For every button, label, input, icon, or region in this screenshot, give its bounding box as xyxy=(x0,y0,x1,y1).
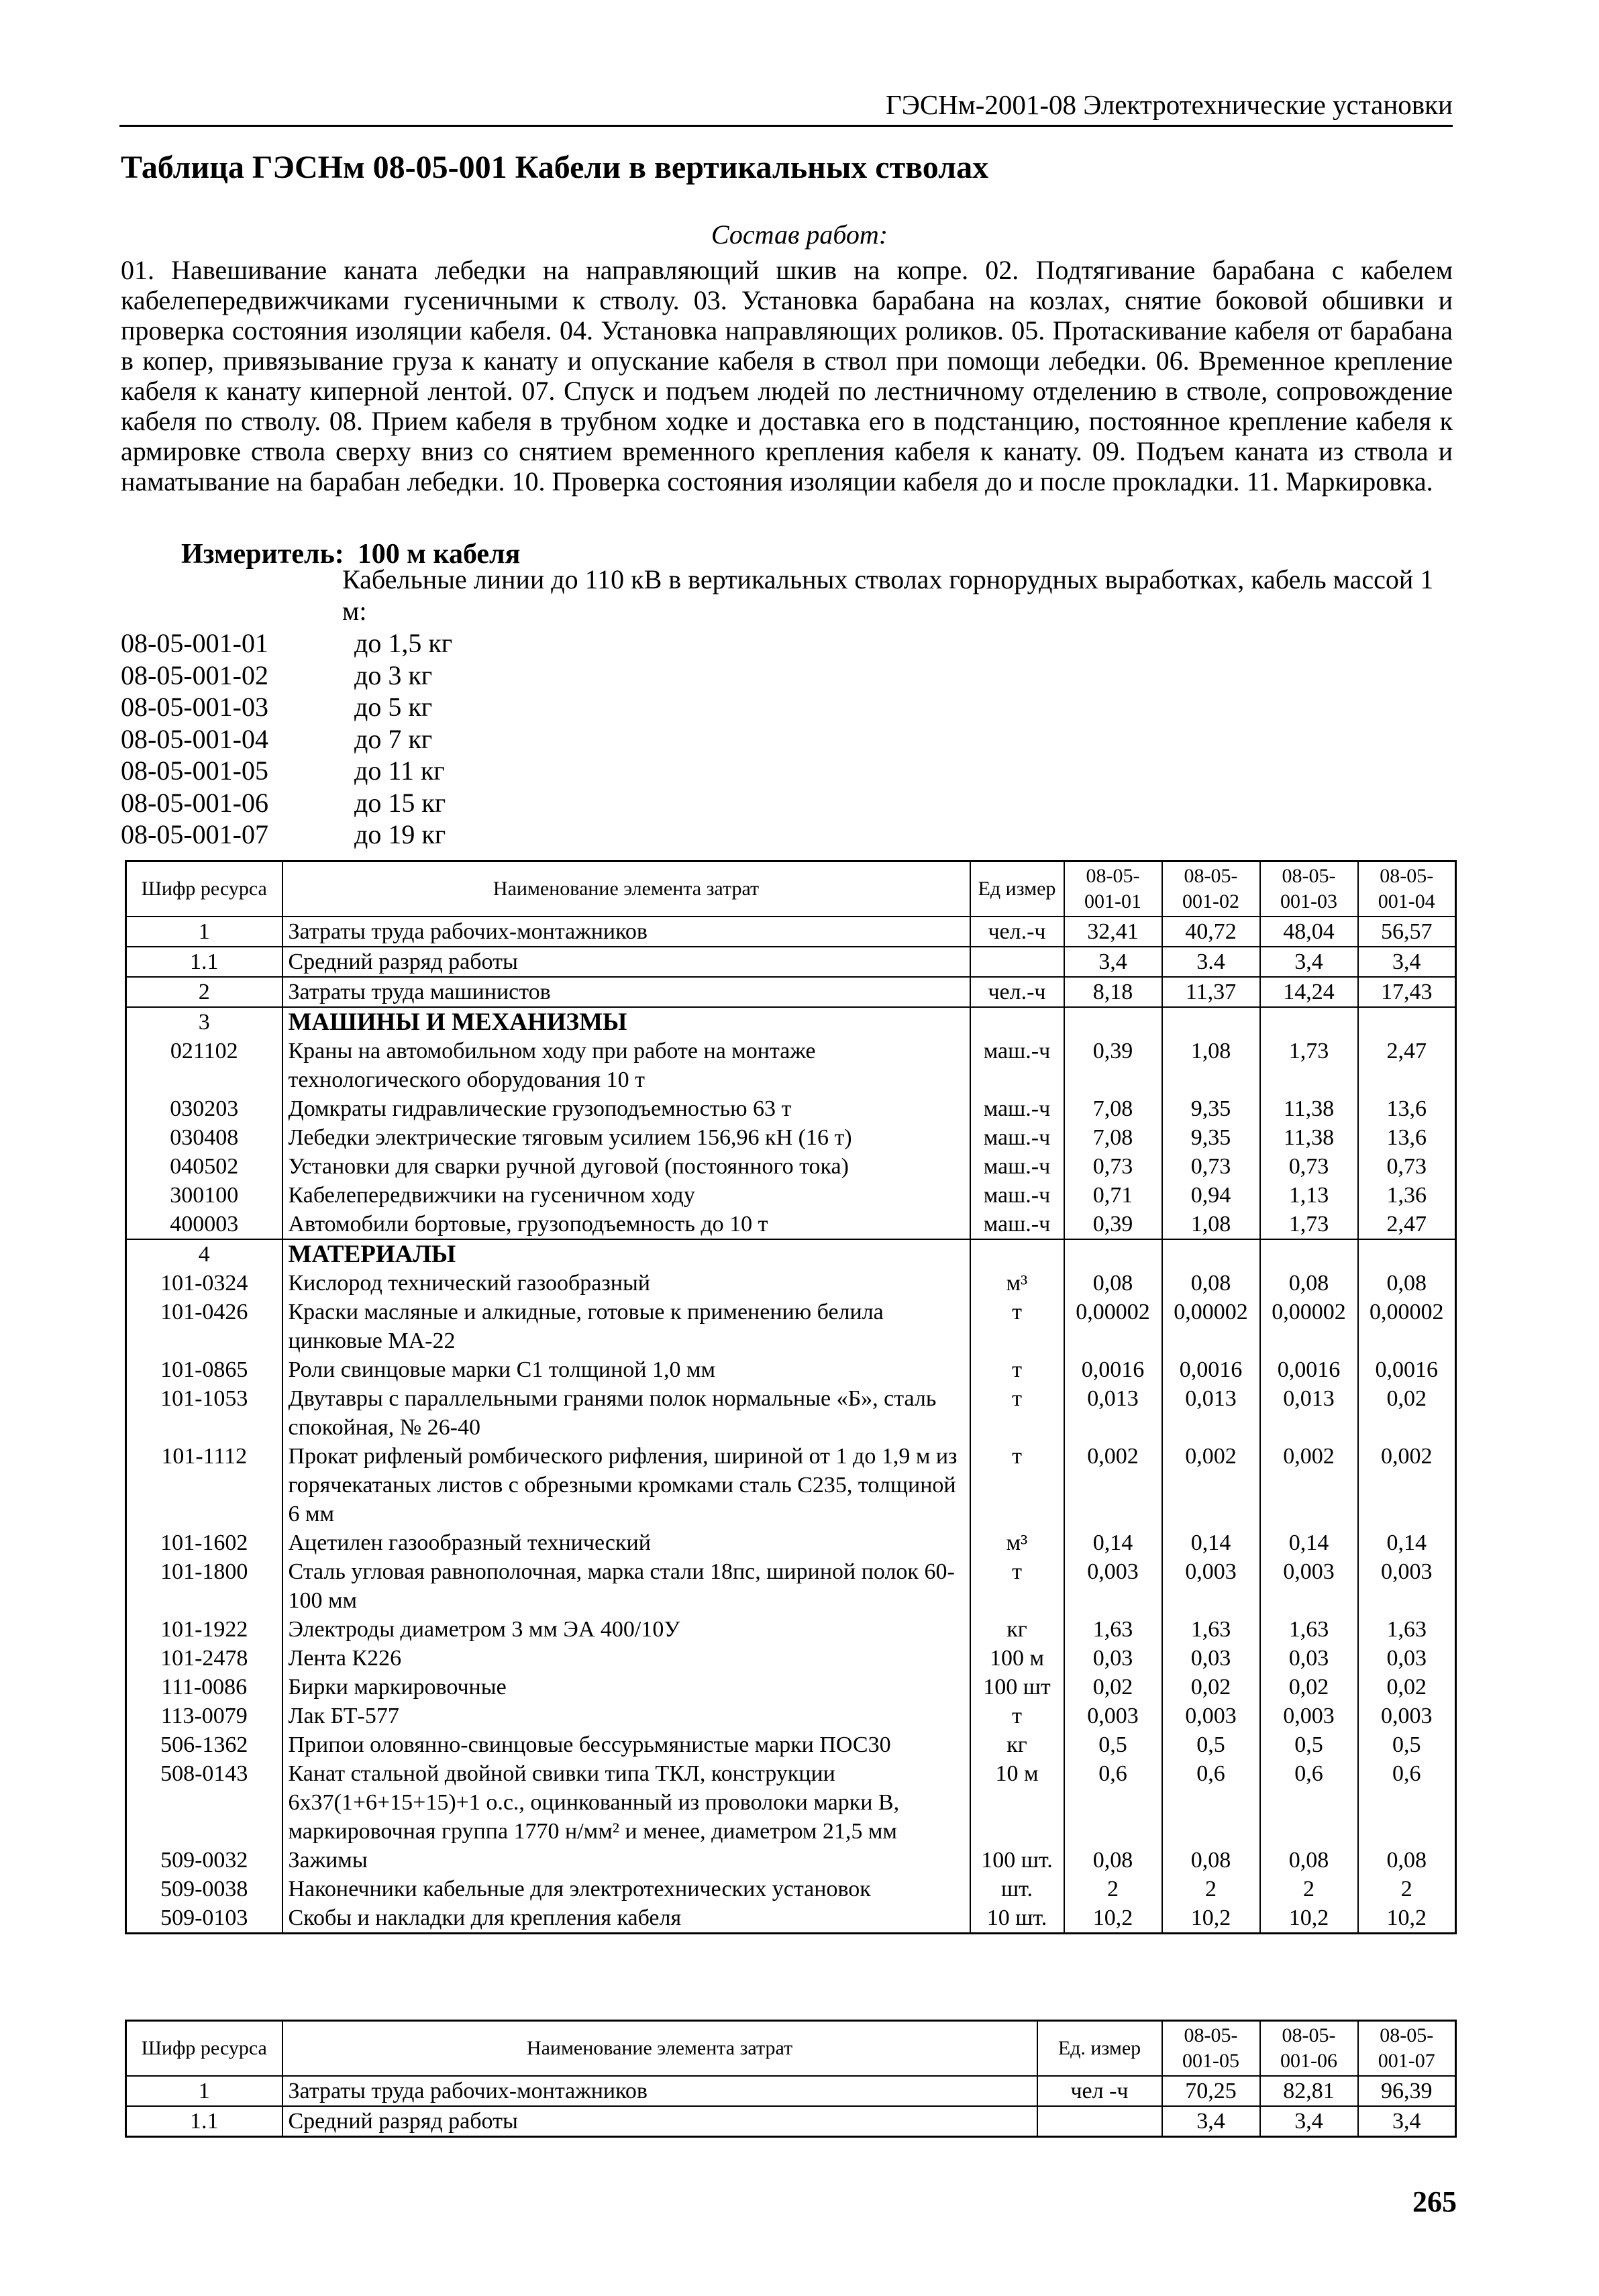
resource-unit: чел.-ч xyxy=(970,977,1064,1007)
resource-value: 0,03 xyxy=(1260,1644,1358,1673)
resource-value: 2,47 xyxy=(1358,1037,1456,1094)
meter-label: Измеритель: xyxy=(181,539,344,570)
variant-text: до 7 кг xyxy=(354,723,433,754)
resource-value: 1,08 xyxy=(1162,1037,1260,1094)
header-name: Наименование элемента затрат xyxy=(282,862,970,917)
resource-unit: т xyxy=(970,1355,1064,1384)
variant-code: 08-05-001-03 xyxy=(121,692,268,722)
resource-unit xyxy=(970,1239,1064,1269)
table-row xyxy=(126,1442,1456,1528)
resource-value: 0,08 xyxy=(1064,1269,1162,1298)
resource-value: 0,003 xyxy=(1358,1557,1456,1615)
table-title: Таблица ГЭСНм 08-05-001 Кабели в вертикальных стволах xyxy=(121,150,989,185)
resource-value xyxy=(1162,1239,1260,1269)
resource-name: Прокат рифленый ромбического рифления, шириной от 1 до 1,9 м из горячекатаных листов с обрезными кромками сталь С235, толщиной 6 мм xyxy=(282,1442,970,1528)
variant-text: до 11 кг xyxy=(354,755,445,786)
table-row xyxy=(126,1702,1456,1730)
resource-name: Затраты труда машинистов xyxy=(282,977,970,1007)
resource-value: 70,25 xyxy=(1162,2076,1260,2106)
resource-unit: 100 шт. xyxy=(970,1846,1064,1875)
works-heading: Состав работ: xyxy=(711,219,888,250)
resource-value xyxy=(1064,1239,1162,1269)
resource-unit: шт. xyxy=(970,1875,1064,1903)
variant-list xyxy=(121,627,452,851)
resource-name: Кислород технический газообразный xyxy=(282,1269,970,1298)
resource-name: Электроды диаметром 3 мм ЭА 400/10У xyxy=(282,1615,970,1644)
header-rule xyxy=(119,125,1453,127)
resource-value: 0,71 xyxy=(1064,1181,1162,1210)
resource-name: Средний разряд работы xyxy=(282,947,970,977)
resource-unit: маш.-ч xyxy=(970,1181,1064,1210)
resource-value: 0,6 xyxy=(1162,1759,1260,1846)
resource-name: Краски масляные и алкидные, готовые к применению белила цинковые МА-22 xyxy=(282,1298,970,1355)
table-row xyxy=(126,977,1456,1007)
resource-value: 0,39 xyxy=(1064,1037,1162,1094)
resource-code: 508-0143 xyxy=(126,1759,282,1846)
resource-value: 96,39 xyxy=(1358,2076,1456,2106)
resource-value: 0,0016 xyxy=(1260,1355,1358,1384)
resource-value: 0,00002 xyxy=(1162,1298,1260,1355)
resource-value: 2,47 xyxy=(1358,1210,1456,1239)
resource-table-1 xyxy=(125,860,1457,1934)
header-col: 08-05-001-02 xyxy=(1162,862,1260,917)
table-row xyxy=(126,1181,1456,1210)
resource-value: 11,38 xyxy=(1260,1123,1358,1152)
running-header: ГЭСНм-2001-08 Электротехнические установки xyxy=(886,89,1453,120)
resource-code: 111-0086 xyxy=(126,1673,282,1702)
resource-value: 1,08 xyxy=(1162,1210,1260,1239)
resource-value: 0,003 xyxy=(1162,1702,1260,1730)
resource-value: 0,00002 xyxy=(1064,1298,1162,1355)
resource-value: 0,03 xyxy=(1064,1644,1162,1673)
resource-code: 1.1 xyxy=(126,2106,282,2137)
variant-text: до 5 кг xyxy=(354,692,433,722)
resource-unit: кг xyxy=(970,1615,1064,1644)
variant-item xyxy=(121,660,452,692)
resource-value: 0,02 xyxy=(1260,1673,1358,1702)
resource-value: 0,0016 xyxy=(1162,1355,1260,1384)
resource-code: 101-1053 xyxy=(126,1384,282,1442)
resource-name: Сталь угловая равнополочная, марка стали 18пс, шириной полок 60-100 мм xyxy=(282,1557,970,1615)
resource-name: Лента К226 xyxy=(282,1644,970,1673)
variant-text: до 3 кг xyxy=(354,660,433,690)
resource-unit: маш.-ч xyxy=(970,1037,1064,1094)
resource-value: 17,43 xyxy=(1358,977,1456,1007)
resource-unit: т xyxy=(970,1702,1064,1730)
table-row xyxy=(126,947,1456,977)
table-row xyxy=(126,917,1456,947)
resource-unit: т xyxy=(970,1384,1064,1442)
resource-value: 0,02 xyxy=(1162,1673,1260,1702)
resource-value: 0,003 xyxy=(1064,1702,1162,1730)
resource-value: 0,003 xyxy=(1260,1702,1358,1730)
header-col: 08-05-001-07 xyxy=(1358,2021,1456,2077)
resource-value: 1,63 xyxy=(1162,1615,1260,1644)
resource-value: 10,2 xyxy=(1260,1903,1358,1934)
table-row xyxy=(126,1239,1456,1269)
resource-name: Затраты труда рабочих-монтажников xyxy=(282,917,970,947)
resource-value: 1,73 xyxy=(1260,1210,1358,1239)
variant-code: 08-05-001-01 xyxy=(121,628,268,658)
page-number: 265 xyxy=(1412,2185,1457,2218)
resource-value: 3,4 xyxy=(1260,2106,1358,2137)
resource-value: 0,003 xyxy=(1162,1557,1260,1615)
resource-unit: т xyxy=(970,1557,1064,1615)
resource-value: 0,0016 xyxy=(1064,1355,1162,1384)
table-row xyxy=(126,1615,1456,1644)
table-row xyxy=(126,1152,1456,1181)
table-row xyxy=(126,1007,1456,1037)
resource-value xyxy=(1358,1239,1456,1269)
variant-item xyxy=(121,755,452,787)
resource-name: Наконечники кабельные для электротехнических установок xyxy=(282,1875,970,1903)
resource-value: 2 xyxy=(1358,1875,1456,1903)
resource-name: Автомобили бортовые, грузоподъемность до 10 т xyxy=(282,1210,970,1239)
resource-value: 1,73 xyxy=(1260,1037,1358,1094)
header-unit: Ед. измер xyxy=(1037,2021,1162,2077)
resource-value: 0,03 xyxy=(1162,1644,1260,1673)
resource-value: 0,5 xyxy=(1162,1730,1260,1759)
resource-code: 2 xyxy=(126,977,282,1007)
resource-value: 0,08 xyxy=(1064,1846,1162,1875)
resource-code: 040502 xyxy=(126,1152,282,1181)
resource-value xyxy=(1260,1007,1358,1037)
resource-code: 101-1922 xyxy=(126,1615,282,1644)
resource-value: 9,35 xyxy=(1162,1094,1260,1123)
resource-value: 0,013 xyxy=(1162,1384,1260,1442)
header-name: Наименование элемента затрат xyxy=(282,2021,1037,2077)
resource-value: 0,003 xyxy=(1358,1702,1456,1730)
header-unit: Ед измер xyxy=(970,862,1064,917)
resource-value: 0,002 xyxy=(1064,1442,1162,1528)
table-row xyxy=(126,1298,1456,1355)
resource-unit: маш.-ч xyxy=(970,1123,1064,1152)
resource-value: 0,08 xyxy=(1260,1269,1358,1298)
variant-code: 08-05-001-04 xyxy=(121,723,268,754)
resource-value: 0,94 xyxy=(1162,1181,1260,1210)
resource-value: 0,14 xyxy=(1064,1528,1162,1557)
resource-value: 0,14 xyxy=(1162,1528,1260,1557)
table-row xyxy=(126,1123,1456,1152)
resource-value: 0,003 xyxy=(1260,1557,1358,1615)
resource-value: 0,002 xyxy=(1358,1442,1456,1528)
resource-code: 4 xyxy=(126,1239,282,1269)
variant-item xyxy=(121,691,452,723)
table-row xyxy=(126,1037,1456,1094)
resource-value: 0,08 xyxy=(1260,1846,1358,1875)
variant-text: до 1,5 кг xyxy=(354,628,453,658)
resource-value: 0,14 xyxy=(1358,1528,1456,1557)
resource-value: 1,13 xyxy=(1260,1181,1358,1210)
resource-value: 0,39 xyxy=(1064,1210,1162,1239)
resource-code: 1.1 xyxy=(126,947,282,977)
resource-unit: кг xyxy=(970,1730,1064,1759)
resource-unit: маш.-ч xyxy=(970,1210,1064,1239)
resource-value: 0,5 xyxy=(1064,1730,1162,1759)
resource-code: 030408 xyxy=(126,1123,282,1152)
table-row xyxy=(126,2106,1456,2137)
resource-value: 10,2 xyxy=(1162,1903,1260,1934)
resource-table-2 xyxy=(125,2020,1457,2138)
resource-value: 0,02 xyxy=(1064,1673,1162,1702)
resource-value: 11,37 xyxy=(1162,977,1260,1007)
resource-value: 11,38 xyxy=(1260,1094,1358,1123)
resource-unit xyxy=(970,947,1064,977)
resource-value: 13,6 xyxy=(1358,1094,1456,1123)
resource-code: 101-0324 xyxy=(126,1269,282,1298)
resource-name: Установки для сварки ручной дуговой (постоянного тока) xyxy=(282,1152,970,1181)
table-row xyxy=(126,1094,1456,1123)
resource-name: Роли свинцовые марки С1 толщиной 1,0 мм xyxy=(282,1355,970,1384)
resource-code: 509-0103 xyxy=(126,1903,282,1934)
header-code: Шифр ресурса xyxy=(126,862,282,917)
resource-code: 509-0032 xyxy=(126,1846,282,1875)
resource-value: 8,18 xyxy=(1064,977,1162,1007)
resource-value: 0,08 xyxy=(1162,1846,1260,1875)
resource-value: 0,73 xyxy=(1260,1152,1358,1181)
table-row xyxy=(126,1269,1456,1298)
resource-value: 32,41 xyxy=(1064,917,1162,947)
resource-code: 101-0426 xyxy=(126,1298,282,1355)
resource-value: 3,4 xyxy=(1358,2106,1456,2137)
variant-code: 08-05-001-06 xyxy=(121,787,268,818)
table-row xyxy=(126,1210,1456,1239)
resource-name: Ацетилен газообразный технический xyxy=(282,1528,970,1557)
resource-unit: м³ xyxy=(970,1269,1064,1298)
resource-name: Затраты труда рабочих-монтажников xyxy=(282,2076,1037,2106)
resource-value: 0,08 xyxy=(1358,1269,1456,1298)
resource-value: 3,4 xyxy=(1358,947,1456,977)
resource-value: 0,013 xyxy=(1260,1384,1358,1442)
resource-value: 0,14 xyxy=(1260,1528,1358,1557)
resource-code: 1 xyxy=(126,2076,282,2106)
table-row xyxy=(126,1557,1456,1615)
variant-item xyxy=(121,819,452,851)
resource-value: 2 xyxy=(1064,1875,1162,1903)
header-code: Шифр ресурса xyxy=(126,2021,282,2077)
resource-value: 0,002 xyxy=(1260,1442,1358,1528)
variant-code: 08-05-001-02 xyxy=(121,660,268,690)
resource-code: 509-0038 xyxy=(126,1875,282,1903)
resource-value xyxy=(1064,1007,1162,1037)
variant-item xyxy=(121,627,452,660)
resource-value: 56,57 xyxy=(1358,917,1456,947)
table-header-row xyxy=(126,2021,1456,2077)
resource-name: МАШИНЫ И МЕХАНИЗМЫ xyxy=(282,1007,970,1037)
resource-code: 3 xyxy=(126,1007,282,1037)
resource-value: 0,73 xyxy=(1162,1152,1260,1181)
resource-value: 48,04 xyxy=(1260,917,1358,947)
resource-unit: чел.-ч xyxy=(970,917,1064,947)
resource-code: 1 xyxy=(126,917,282,947)
table-row xyxy=(126,1903,1456,1934)
resource-unit: маш.-ч xyxy=(970,1094,1064,1123)
resource-value xyxy=(1162,1007,1260,1037)
resource-code: 021102 xyxy=(126,1037,282,1094)
resource-name: Лебедки электрические тяговым усилием 156,96 кН (16 т) xyxy=(282,1123,970,1152)
resource-unit xyxy=(970,1007,1064,1037)
table-row xyxy=(126,1384,1456,1442)
resource-unit: чел -ч xyxy=(1037,2076,1162,2106)
resource-value: 0,08 xyxy=(1358,1846,1456,1875)
resource-value: 0,013 xyxy=(1064,1384,1162,1442)
resource-name: Припои оловянно-свинцовые бессурьмянистые марки ПОС30 xyxy=(282,1730,970,1759)
resource-code: 101-2478 xyxy=(126,1644,282,1673)
resource-name: Бирки маркировочные xyxy=(282,1673,970,1702)
table-row xyxy=(126,1875,1456,1903)
resource-value: 1,63 xyxy=(1358,1615,1456,1644)
resource-value: 0,73 xyxy=(1358,1152,1456,1181)
resource-name: Зажимы xyxy=(282,1846,970,1875)
table-row xyxy=(126,1673,1456,1702)
resource-unit: 100 шт xyxy=(970,1673,1064,1702)
header-col: 08-05-001-05 xyxy=(1162,2021,1260,2077)
table-row xyxy=(126,1528,1456,1557)
resource-value: 0,00002 xyxy=(1358,1298,1456,1355)
resource-code: 101-1800 xyxy=(126,1557,282,1615)
resource-value: 7,08 xyxy=(1064,1094,1162,1123)
resource-unit: 10 м xyxy=(970,1759,1064,1846)
table-row xyxy=(126,1644,1456,1673)
header-col: 08-05-001-03 xyxy=(1260,862,1358,917)
resource-name: Средний разряд работы xyxy=(282,2106,1037,2137)
resource-name: Канат стальной двойной свивки типа ТКЛ, конструкции 6х37(1+6+15+15)+1 о.с., оцинкованный из проволоки марки В, маркировочная группа 1770 н/мм² и менее, диаметром 21,5 мм xyxy=(282,1759,970,1846)
series-description: Кабельные линии до 110 кВ в вертикальных стволах горнорудных выработках, кабель массой 1 м: xyxy=(342,564,1434,626)
resource-value: 13,6 xyxy=(1358,1123,1456,1152)
resource-name: Скобы и накладки для крепления кабеля xyxy=(282,1903,970,1934)
resource-value: 0,03 xyxy=(1358,1644,1456,1673)
resource-value: 2 xyxy=(1260,1875,1358,1903)
resource-name: Лак БТ-577 xyxy=(282,1702,970,1730)
header-col: 08-05-001-04 xyxy=(1358,862,1456,917)
resource-value: 0,02 xyxy=(1358,1673,1456,1702)
table-row xyxy=(126,1355,1456,1384)
resource-value: 7,08 xyxy=(1064,1123,1162,1152)
resource-value: 0,73 xyxy=(1064,1152,1162,1181)
resource-value: 0,6 xyxy=(1260,1759,1358,1846)
resource-value: 3,4 xyxy=(1162,2106,1260,2137)
resource-value: 0,5 xyxy=(1358,1730,1456,1759)
resource-value: 3,4 xyxy=(1064,947,1162,977)
variant-text: до 15 кг xyxy=(354,787,446,818)
table-row xyxy=(126,1730,1456,1759)
variant-text: до 19 кг xyxy=(354,819,446,849)
meter-value: 100 м кабеля xyxy=(357,539,521,570)
resource-value: 9,35 xyxy=(1162,1123,1260,1152)
resource-name: Краны на автомобильном ходу при работе на монтаже технологического оборудования 10 т xyxy=(282,1037,970,1094)
resource-value: 0,0016 xyxy=(1358,1355,1456,1384)
resource-value: 0,003 xyxy=(1064,1557,1162,1615)
resource-value: 0,6 xyxy=(1064,1759,1162,1846)
resource-name: Двутавры с параллельными гранями полок нормальные «Б», сталь спокойная, № 26-40 xyxy=(282,1384,970,1442)
resource-value: 1,63 xyxy=(1064,1615,1162,1644)
resource-unit: м³ xyxy=(970,1528,1064,1557)
header-col: 08-05-001-06 xyxy=(1260,2021,1358,2077)
resource-value: 1,63 xyxy=(1260,1615,1358,1644)
resource-code: 101-1602 xyxy=(126,1528,282,1557)
resource-code: 506-1362 xyxy=(126,1730,282,1759)
resource-code: 101-1112 xyxy=(126,1442,282,1528)
variant-code: 08-05-001-05 xyxy=(121,755,268,786)
resource-unit: т xyxy=(970,1298,1064,1355)
resource-value: 10,2 xyxy=(1064,1903,1162,1934)
resource-unit xyxy=(1037,2106,1162,2137)
resource-name: МАТЕРИАЛЫ xyxy=(282,1239,970,1269)
table-row xyxy=(126,2076,1456,2106)
resource-value: 3,4 xyxy=(1260,947,1358,977)
resource-value xyxy=(1260,1239,1358,1269)
resource-code: 400003 xyxy=(126,1210,282,1239)
resource-unit: т xyxy=(970,1442,1064,1528)
resource-value: 0,6 xyxy=(1358,1759,1456,1846)
resource-code: 113-0079 xyxy=(126,1702,282,1730)
resource-code: 101-0865 xyxy=(126,1355,282,1384)
resource-value: 10,2 xyxy=(1358,1903,1456,1934)
resource-value: 0,00002 xyxy=(1260,1298,1358,1355)
resource-value xyxy=(1358,1007,1456,1037)
resource-value: 0,5 xyxy=(1260,1730,1358,1759)
table-row xyxy=(126,1759,1456,1846)
resource-unit: 100 м xyxy=(970,1644,1064,1673)
resource-value: 0,02 xyxy=(1358,1384,1456,1442)
resource-name: Домкраты гидравлические грузоподъемностью 63 т xyxy=(282,1094,970,1123)
header-col: 08-05-001-01 xyxy=(1064,862,1162,917)
table-row xyxy=(126,1846,1456,1875)
resource-value: 0,08 xyxy=(1162,1269,1260,1298)
resource-value: 3.4 xyxy=(1162,947,1260,977)
resource-value: 0,002 xyxy=(1162,1442,1260,1528)
variant-item xyxy=(121,723,452,755)
variant-item xyxy=(121,787,452,819)
variant-code: 08-05-001-07 xyxy=(121,819,268,849)
resource-unit: маш.-ч xyxy=(970,1152,1064,1181)
resource-value: 2 xyxy=(1162,1875,1260,1903)
resource-name: Кабелепередвижчики на гусеничном ходу xyxy=(282,1181,970,1210)
resource-value: 82,81 xyxy=(1260,2076,1358,2106)
table-header-row xyxy=(126,862,1456,917)
resource-value: 14,24 xyxy=(1260,977,1358,1007)
resource-value: 1,36 xyxy=(1358,1181,1456,1210)
works-description: 01. Навешивание каната лебедки на направляющий шкив на копре. 02. Подтягивание барабана с кабелем кабелепередвижчиками гусеничными к стволу. 03. Установка барабана на козлах, снятие боковой обшивки и проверка состояния изоляции кабеля. 04. Установка направляющих роликов. 05. Протаскивание кабеля от барабана в копер, привязывание груза к канату и опускание кабеля в ствол при помощи лебедки. 06. Временное крепление кабеля к канату киперной лентой. 07. Спуск и подъем людей по лестничному отделению в стволе, сопровождение кабеля по стволу. 08. Прием кабеля в трубном ходке и доставка его в подстанцию, постоянное крепление кабеля к армировке ствола сверху вниз со снятием временного крепления кабеля к канату. 09. Подъем каната из ствола и наматывание на барабан лебедки. 10. Проверка состояния изоляции кабеля до и после прокладки. 11. Маркировка. xyxy=(121,255,1453,497)
resource-code: 030203 xyxy=(126,1094,282,1123)
resource-code: 300100 xyxy=(126,1181,282,1210)
resource-value: 40,72 xyxy=(1162,917,1260,947)
resource-unit: 10 шт. xyxy=(970,1903,1064,1934)
